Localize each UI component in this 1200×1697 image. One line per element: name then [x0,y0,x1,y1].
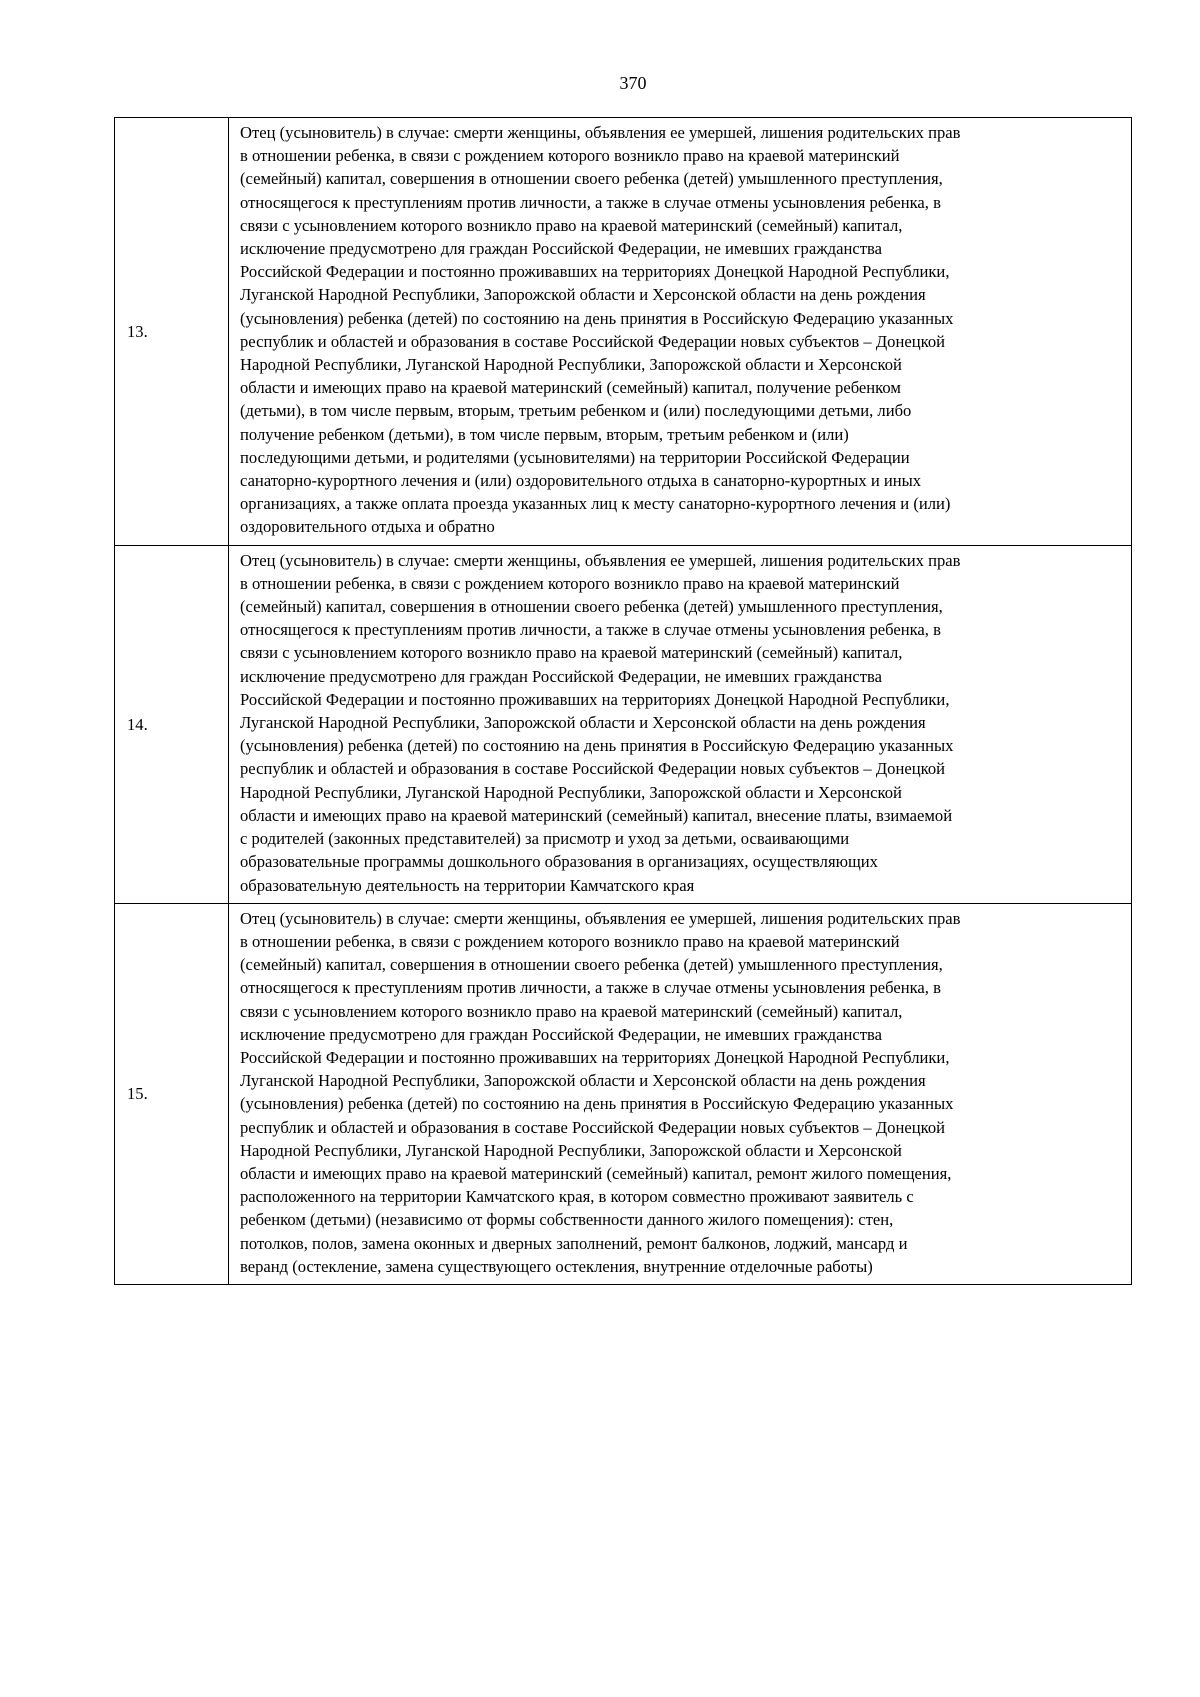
text-line: относящегося к преступлениям против личности, а также в случае отмены усыновления ребенка, в [240,620,941,640]
row-number-cell: 14. [115,545,229,903]
text-line: области и имеющих право на краевой материнский (семейный) капитал, получение ребенком [240,378,901,398]
row-text-cell [229,903,1132,1284]
text-line: относящегося к преступлениям против личности, а также в случае отмены усыновления ребенка, в [240,192,941,212]
text-line: в отношении ребенка, в связи с рождением которого возникло право на краевой материнский [240,146,900,166]
table-body [115,118,1132,1285]
text-line: в отношении ребенка, в связи с рождением которого возникло право на краевой материнский [240,573,900,593]
text-line: связи с усыновлением которого возникло право на краевой материнский (семейный) капитал, [240,1001,903,1021]
text-line: республик и областей и образования в составе Российской Федерации новых субъектов – Донецкой [240,331,945,351]
text-line: Луганской Народной Республики, Запорожской области и Херсонской области на день рождения [240,713,926,733]
text-line: (усыновления) ребенка (детей) по состоянию на день принятия в Российскую Федерацию указанных [240,1094,954,1114]
text-line: последующими детьми, и родителями (усыновителями) на территории Российской Федерации [240,447,910,467]
row-text-cell [229,118,1132,546]
text-line: исключение предусмотрено для граждан Российской Федерации, не имевших гражданства [240,1024,882,1044]
text-line: потолков, полов, замена оконных и дверных заполнений, ремонт балконов, лоджий, мансард и [240,1233,908,1253]
row-text-cell [229,545,1132,903]
text-line: Отец (усыновитель) в случае: смерти женщины, объявления ее умершей, лишения родительских прав [240,908,961,928]
text-line: исключение предусмотрено для граждан Российской Федерации, не имевших гражданства [240,239,882,259]
text-line: области и имеющих право на краевой материнский (семейный) капитал, внесение платы, взимаемой [240,805,953,825]
text-line: (усыновления) ребенка (детей) по состоянию на день принятия в Российскую Федерацию указанных [240,736,954,756]
text-line: Луганской Народной Республики, Запорожской области и Херсонской области на день рождения [240,1071,926,1091]
text-line: (детьми), в том числе первым, вторым, третьим ребенком и (или) последующими детьми, либо [240,401,912,421]
text-line: Российской Федерации и постоянно проживавших на территориях Донецкой Народной Республики, [240,262,950,282]
text-line: оздоровительного отдыха и обратно [240,517,495,537]
text-line: Отец (усыновитель) в случае: смерти женщины, объявления ее умершей, лишения родительских прав [240,550,961,570]
text-line: Российской Федерации и постоянно проживавших на территориях Донецкой Народной Республики, [240,1047,950,1067]
text-line: расположенного на территории Камчатского края, в котором совместно проживают заявитель с [240,1187,914,1207]
text-line: Народной Республики, Луганской Народной Республики, Запорожской области и Херсонской [240,355,902,375]
text-line: (семейный) капитал, совершения в отношении своего ребенка (детей) умышленного преступления, [240,955,943,975]
text-line: веранд (остекление, замена существующего остекления, внутренние отделочные работы) [240,1256,873,1276]
text-line: ребенком (детьми) (независимо от формы собственности данного жилого помещения): стен, [240,1210,894,1230]
text-line: организациях, а также оплата проезда указанных лиц к месту санаторно-курортного лечения и (или) [240,494,951,514]
text-line: Народной Республики, Луганской Народной Республики, Запорожской области и Херсонской [240,782,902,802]
text-line: области и имеющих право на краевой материнский (семейный) капитал, ремонт жилого помещения, [240,1163,952,1183]
row-number-cell: 13. [115,118,229,546]
page-number: 370 [619,73,647,93]
table-row [115,545,1132,903]
text-line: образовательную деятельность на территории Камчатского края [240,875,695,895]
text-line: (семейный) капитал, совершения в отношении своего ребенка (детей) умышленного преступления, [240,169,943,189]
text-line: (семейный) капитал, совершения в отношении своего ребенка (детей) умышленного преступления, [240,597,943,617]
text-line: в отношении ребенка, в связи с рождением которого возникло право на краевой материнский [240,931,900,951]
text-line: республик и областей и образования в составе Российской Федерации новых субъектов – Донецкой [240,1117,945,1137]
text-line: санаторно-курортного лечения и (или) оздоровительного отдыха в санаторно-курортных и иных [240,471,922,491]
row-number-cell: 15. [115,903,229,1284]
text-line: получение ребенком (детьми), в том числе первым, вторым, третьим ребенком и (или) [240,424,849,444]
text-line: республик и областей и образования в составе Российской Федерации новых субъектов – Донецкой [240,759,945,779]
text-line: Отец (усыновитель) в случае: смерти женщины, объявления ее умершей, лишения родительских прав [240,123,961,142]
text-line: Народной Республики, Луганской Народной Республики, Запорожской области и Херсонской [240,1140,902,1160]
text-line: (усыновления) ребенка (детей) по состоянию на день принятия в Российскую Федерацию указанных [240,308,954,328]
document-table [114,117,1132,1285]
text-line: с родителей (законных представителей) за присмотр и уход за детьми, осваивающими [240,829,850,849]
table-row [115,118,1132,546]
text-line: относящегося к преступлениям против личности, а также в случае отмены усыновления ребенка, в [240,978,941,998]
text-line: Луганской Народной Республики, Запорожской области и Херсонской области на день рождения [240,285,926,305]
text-line: исключение предусмотрено для граждан Российской Федерации, не имевших гражданства [240,666,882,686]
text-line: связи с усыновлением которого возникло право на краевой материнский (семейный) капитал, [240,643,903,663]
text-line: образовательные программы дошкольного образования в организациях, осуществляющих [240,852,878,872]
text-line: Российской Федерации и постоянно проживавших на территориях Донецкой Народной Республики, [240,689,950,709]
text-line: связи с усыновлением которого возникло право на краевой материнский (семейный) капитал, [240,215,903,235]
table-row [115,903,1132,1284]
